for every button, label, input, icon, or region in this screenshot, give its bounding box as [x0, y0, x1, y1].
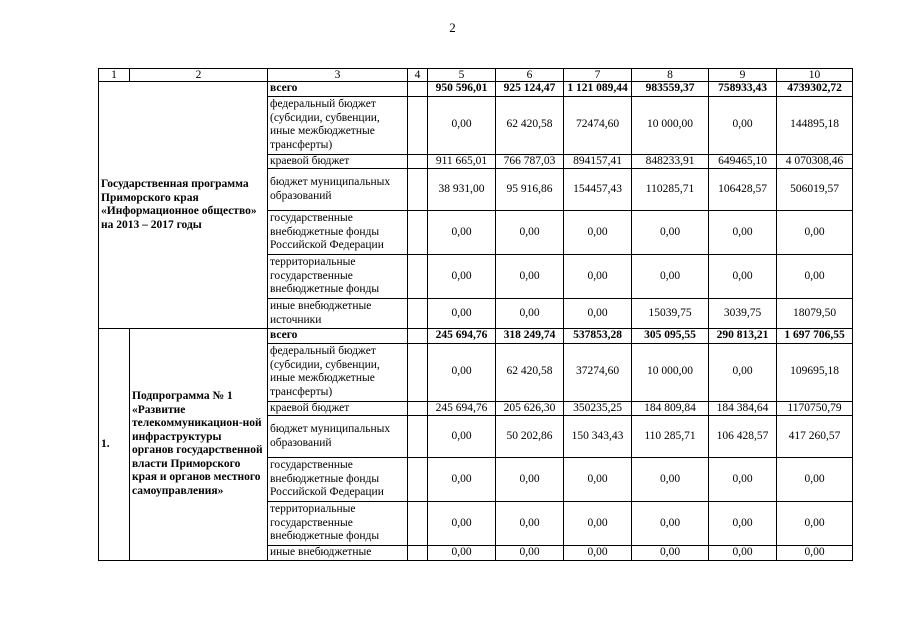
empty-cell	[408, 343, 428, 401]
value-cell: 0,00	[709, 211, 777, 255]
row-label: иные внебюджетные источники	[268, 299, 408, 329]
value-cell: 0,00	[777, 502, 853, 546]
row-label: бюджет муниципальных образований	[268, 169, 408, 211]
value-cell: 10 000,00	[632, 96, 709, 154]
value-cell: 0,00	[709, 255, 777, 299]
value-cell: 150 343,43	[564, 416, 632, 458]
value-cell: 0,00	[709, 343, 777, 401]
value-cell: 0,00	[428, 546, 496, 561]
value-cell: 417 260,57	[777, 416, 853, 458]
value-cell: 110 285,71	[632, 416, 709, 458]
value-cell: 184 384,64	[709, 401, 777, 416]
row-label: территориальные государственные внебюджетные фонды	[268, 255, 408, 299]
empty-cell	[408, 82, 428, 97]
column-header: 7	[564, 69, 632, 82]
column-header: 4	[408, 69, 428, 82]
value-cell: 290 813,21	[709, 329, 777, 344]
column-header: 3	[268, 69, 408, 82]
value-cell: 50 202,86	[496, 416, 564, 458]
value-cell: 0,00	[632, 458, 709, 502]
empty-cell	[408, 96, 428, 154]
value-cell: 109695,18	[777, 343, 853, 401]
value-cell: 0,00	[709, 546, 777, 561]
value-cell: 0,00	[496, 502, 564, 546]
page-number: 2	[449, 20, 456, 35]
value-cell: 0,00	[496, 546, 564, 561]
empty-cell	[408, 546, 428, 561]
empty-cell	[408, 329, 428, 344]
column-header: 9	[709, 69, 777, 82]
column-header: 2	[130, 69, 268, 82]
row-index: 1.	[99, 329, 130, 561]
value-cell: 537853,28	[564, 329, 632, 344]
value-cell: 154457,43	[564, 169, 632, 211]
value-cell: 0,00	[496, 211, 564, 255]
value-cell: 0,00	[428, 502, 496, 546]
value-cell: 758933,43	[709, 82, 777, 97]
budget-table	[98, 68, 853, 561]
value-cell: 0,00	[564, 211, 632, 255]
table-row	[99, 329, 853, 344]
value-cell: 894157,41	[564, 154, 632, 169]
value-cell: 0,00	[709, 502, 777, 546]
column-header: 5	[428, 69, 496, 82]
row-label: краевой бюджет	[268, 154, 408, 169]
value-cell: 318 249,74	[496, 329, 564, 344]
program-title: Государственная программа Приморского края «Информационное общество» на 2013 – 2017 годы	[99, 82, 268, 329]
row-label: федеральный бюджет (субсидии, субвенции, иные межбюджетные трансферты)	[268, 96, 408, 154]
value-cell: 848233,91	[632, 154, 709, 169]
value-cell: 3039,75	[709, 299, 777, 329]
empty-cell	[408, 299, 428, 329]
value-cell: 0,00	[496, 458, 564, 502]
empty-cell	[408, 169, 428, 211]
column-header: 6	[496, 69, 564, 82]
empty-cell	[408, 401, 428, 416]
value-cell: 0,00	[564, 502, 632, 546]
row-label: государственные внебюджетные фонды Российской Федерации	[268, 458, 408, 502]
value-cell: 0,00	[428, 96, 496, 154]
value-cell: 144895,18	[777, 96, 853, 154]
column-header: 8	[632, 69, 709, 82]
value-cell: 0,00	[709, 458, 777, 502]
value-cell: 0,00	[777, 546, 853, 561]
value-cell: 62 420,58	[496, 343, 564, 401]
value-cell: 72474,60	[564, 96, 632, 154]
value-cell: 0,00	[564, 546, 632, 561]
value-cell: 0,00	[777, 211, 853, 255]
row-label: всего	[268, 329, 408, 344]
value-cell: 62 420,58	[496, 96, 564, 154]
value-cell: 305 095,55	[632, 329, 709, 344]
empty-cell	[408, 502, 428, 546]
value-cell: 245 694,76	[428, 329, 496, 344]
value-cell: 38 931,00	[428, 169, 496, 211]
empty-cell	[408, 416, 428, 458]
value-cell: 649465,10	[709, 154, 777, 169]
row-label: государственные внебюджетные фонды Российской Федерации	[268, 211, 408, 255]
value-cell: 0,00	[632, 255, 709, 299]
value-cell: 1 121 089,44	[564, 82, 632, 97]
table-row	[99, 82, 853, 97]
value-cell: 37274,60	[564, 343, 632, 401]
column-header: 1	[99, 69, 130, 82]
empty-cell	[408, 458, 428, 502]
value-cell: 0,00	[564, 299, 632, 329]
value-cell: 911 665,01	[428, 154, 496, 169]
value-cell: 106428,57	[709, 169, 777, 211]
row-label: федеральный бюджет (субсидии, субвенции, иные межбюджетные трансферты)	[268, 343, 408, 401]
value-cell: 184 809,84	[632, 401, 709, 416]
value-cell: 0,00	[632, 211, 709, 255]
value-cell: 0,00	[709, 96, 777, 154]
column-header: 10	[777, 69, 853, 82]
value-cell: 1 697 706,55	[777, 329, 853, 344]
value-cell: 10 000,00	[632, 343, 709, 401]
value-cell: 0,00	[428, 416, 496, 458]
row-label: всего	[268, 82, 408, 97]
empty-cell	[408, 154, 428, 169]
value-cell: 15039,75	[632, 299, 709, 329]
empty-cell	[408, 255, 428, 299]
row-label: краевой бюджет	[268, 401, 408, 416]
value-cell: 205 626,30	[496, 401, 564, 416]
value-cell: 0,00	[496, 299, 564, 329]
row-label: бюджет муниципальных образований	[268, 416, 408, 458]
value-cell: 766 787,03	[496, 154, 564, 169]
value-cell: 983559,37	[632, 82, 709, 97]
value-cell: 0,00	[632, 502, 709, 546]
subprogram-title: Подпрограмма № 1 «Развитие телекоммуникацион-ной инфраструктуры органов государственной власти Приморского края и органов местного самоуправления»	[130, 329, 268, 561]
value-cell: 4 070308,46	[777, 154, 853, 169]
header-row	[99, 69, 853, 82]
value-cell: 0,00	[428, 211, 496, 255]
value-cell: 0,00	[632, 546, 709, 561]
value-cell: 925 124,47	[496, 82, 564, 97]
value-cell: 106 428,57	[709, 416, 777, 458]
value-cell: 0,00	[777, 255, 853, 299]
value-cell: 110285,71	[632, 169, 709, 211]
value-cell: 18079,50	[777, 299, 853, 329]
empty-cell	[408, 211, 428, 255]
value-cell: 4739302,72	[777, 82, 853, 97]
row-label: иные внебюджетные	[268, 546, 408, 561]
value-cell: 0,00	[428, 299, 496, 329]
value-cell: 0,00	[777, 458, 853, 502]
value-cell: 950 596,01	[428, 82, 496, 97]
value-cell: 350235,25	[564, 401, 632, 416]
value-cell: 245 694,76	[428, 401, 496, 416]
value-cell: 0,00	[428, 255, 496, 299]
value-cell: 0,00	[564, 255, 632, 299]
value-cell: 0,00	[428, 343, 496, 401]
value-cell: 0,00	[428, 458, 496, 502]
value-cell: 0,00	[496, 255, 564, 299]
value-cell: 1170750,79	[777, 401, 853, 416]
value-cell: 95 916,86	[496, 169, 564, 211]
value-cell: 506019,57	[777, 169, 853, 211]
value-cell: 0,00	[564, 458, 632, 502]
row-label: территориальные государственные внебюджетные фонды	[268, 502, 408, 546]
